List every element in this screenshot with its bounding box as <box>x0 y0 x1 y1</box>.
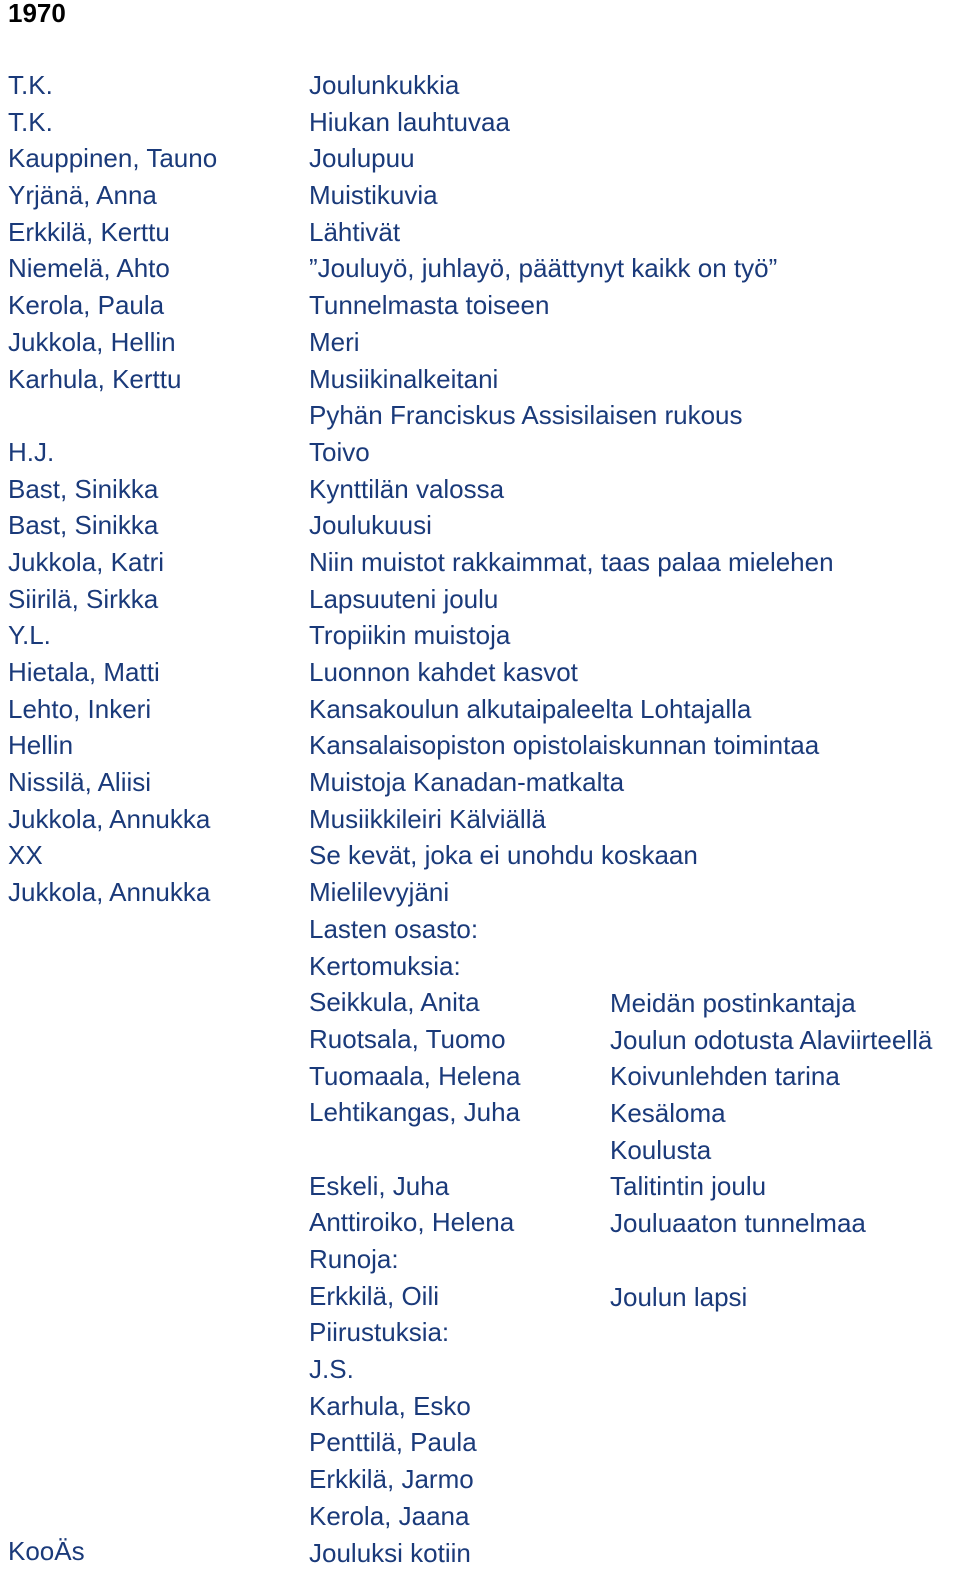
author-name <box>8 397 217 434</box>
author-name: Siirilä, Sirkka <box>8 581 217 618</box>
childrens-story-title: Joulun lapsi <box>610 1279 932 1316</box>
article-title: Karhula, Esko <box>309 1388 834 1425</box>
author-name: T.K. <box>8 67 217 104</box>
article-title: Erkkilä, Jarmo <box>309 1461 834 1498</box>
childrens-story-title <box>610 1242 932 1279</box>
article-title: Kansalaisopiston opistolaiskunnan toimintaa <box>309 727 834 764</box>
childrens-story-title: Kesäloma <box>610 1095 932 1132</box>
author-name: Kauppinen, Tauno <box>8 140 217 177</box>
article-title: Eskeli, Juha <box>309 1168 834 1205</box>
article-title: Joulupuu <box>309 140 834 177</box>
article-title: Se kevät, joka ei unohdu koskaan <box>309 837 834 874</box>
author-name: Karhula, Kerttu <box>8 361 217 398</box>
author-name: XX <box>8 837 217 874</box>
article-title: Kerola, Jaana <box>309 1498 834 1535</box>
article-title: Toivo <box>309 434 834 471</box>
article-title: Seikkula, Anita <box>309 984 834 1021</box>
article-title: Joulunkukkia <box>309 67 834 104</box>
article-title: Mielilevyjäni <box>309 874 834 911</box>
article-title: Musiikinalkeitani <box>309 361 834 398</box>
author-name: Hellin <box>8 727 217 764</box>
author-name: Jukkola, Annukka <box>8 874 217 911</box>
author-name: Niemelä, Ahto <box>8 250 217 287</box>
article-title: Piirustuksia: <box>309 1314 834 1351</box>
authors-column <box>8 67 217 911</box>
article-title: Tuomaala, Helena <box>309 1058 834 1095</box>
article-title: Tunnelmasta toiseen <box>309 287 834 324</box>
article-title: Kynttilän valossa <box>309 471 834 508</box>
article-title: Kansakoulun alkutaipaleelta Lohtajalla <box>309 691 834 728</box>
author-name: Jukkola, Annukka <box>8 801 217 838</box>
childrens-story-title: Meidän postinkantaja <box>610 985 932 1022</box>
author-name: Yrjänä, Anna <box>8 177 217 214</box>
author-name: Y.L. <box>8 617 217 654</box>
article-title: Penttilä, Paula <box>309 1424 834 1461</box>
article-title: Niin muistot rakkaimmat, taas palaa mielehen <box>309 544 834 581</box>
article-title: Tropiikin muistoja <box>309 617 834 654</box>
childrens-story-title: Joulun odotusta Alaviirteellä <box>610 1022 932 1059</box>
article-title: Kertomuksia: <box>309 948 834 985</box>
article-title: Lasten osasto: <box>309 911 834 948</box>
article-title: Runoja: <box>309 1241 834 1278</box>
author-name: Erkkilä, Kerttu <box>8 214 217 251</box>
article-title: Muistoja Kanadan-matkalta <box>309 764 834 801</box>
childrens-story-title: Talitintin joulu <box>610 1168 932 1205</box>
page-year-heading: 1970 <box>8 0 66 28</box>
article-title: Erkkilä, Oili <box>309 1278 834 1315</box>
article-title: Musiikkileiri Kälviällä <box>309 801 834 838</box>
childrens-story-title: Jouluaaton tunnelmaa <box>610 1205 932 1242</box>
author-name: Nissilä, Aliisi <box>8 764 217 801</box>
author-name: Jukkola, Katri <box>8 544 217 581</box>
author-name: Kerola, Paula <box>8 287 217 324</box>
article-title: ”Jouluyö, juhlayö, päättynyt kaikk on työ” <box>309 250 834 287</box>
article-title: Jouluksi kotiin <box>309 1535 834 1571</box>
author-name: Bast, Sinikka <box>8 507 217 544</box>
article-title: Anttiroiko, Helena <box>309 1204 834 1241</box>
author-name: Bast, Sinikka <box>8 471 217 508</box>
titles-column <box>309 67 834 1571</box>
article-title: Lehtikangas, Juha <box>309 1094 834 1131</box>
article-title: Ruotsala, Tuomo <box>309 1021 834 1058</box>
article-title: Joulukuusi <box>309 507 834 544</box>
childrens-story-title: Koulusta <box>610 1132 932 1169</box>
author-name: Jukkola, Hellin <box>8 324 217 361</box>
author-name: H.J. <box>8 434 217 471</box>
childrens-titles-column <box>610 985 932 1315</box>
article-title: Lähtivät <box>309 214 834 251</box>
author-name: Lehto, Inkeri <box>8 691 217 728</box>
article-title: Pyhän Franciskus Assisilaisen rukous <box>309 397 834 434</box>
author-name: Hietala, Matti <box>8 654 217 691</box>
article-title: Muistikuvia <box>309 177 834 214</box>
article-title: Lapsuuteni joulu <box>309 581 834 618</box>
childrens-story-title: Koivunlehden tarina <box>610 1058 932 1095</box>
author-name: T.K. <box>8 104 217 141</box>
article-title: J.S. <box>309 1351 834 1388</box>
article-title: Luonnon kahdet kasvot <box>309 654 834 691</box>
article-title: Hiukan lauhtuvaa <box>309 104 834 141</box>
footer-author: KooÄs <box>8 1533 85 1570</box>
article-title: Meri <box>309 324 834 361</box>
